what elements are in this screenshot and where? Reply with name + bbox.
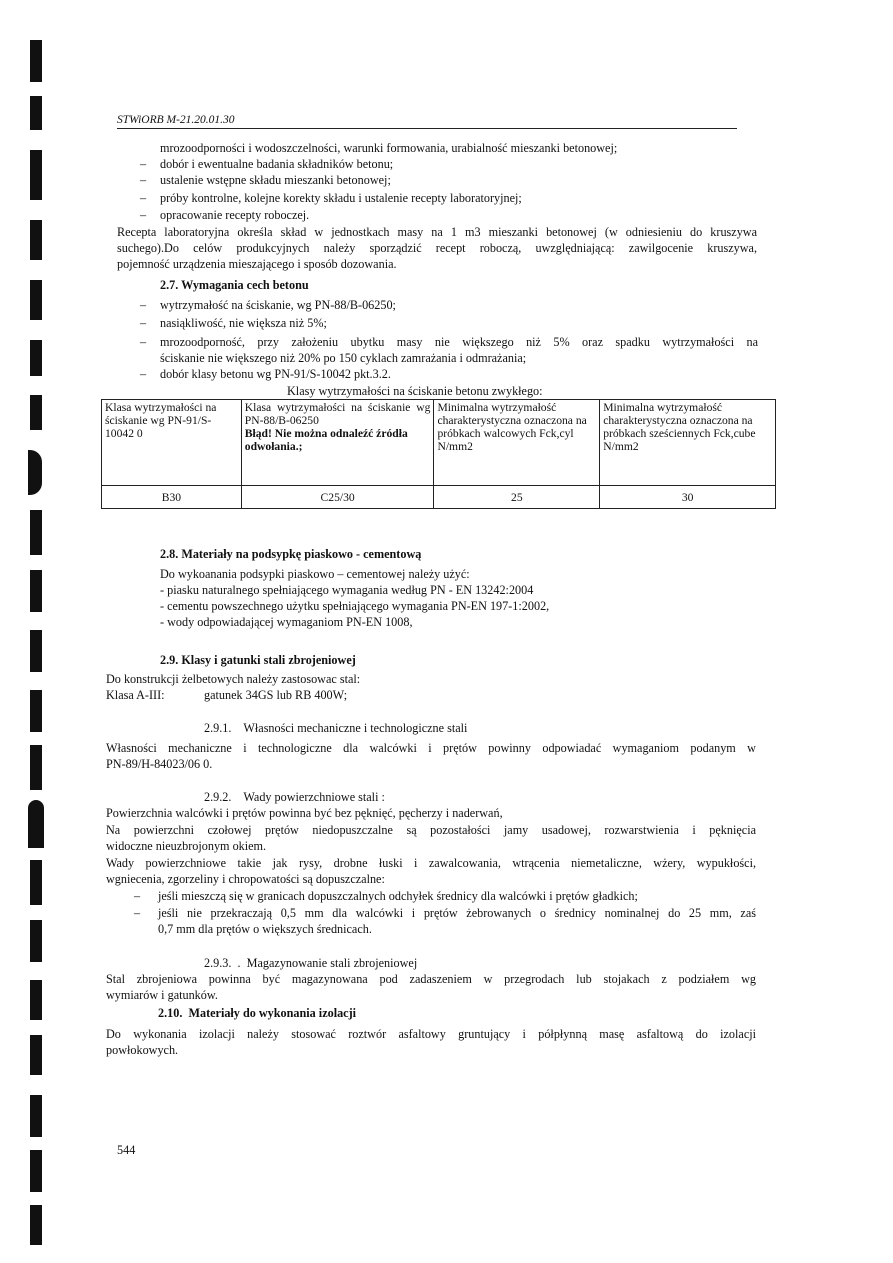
scan-mark — [30, 150, 42, 200]
bullet-dash: – — [140, 335, 147, 349]
scan-mark — [30, 920, 42, 962]
paragraph-line: Wady powierzchniowe takie jak rysy, drobne łuski i zawalcowania, wtrącenia niemetaliczne, wżery, wypukłości, — [106, 856, 756, 870]
bullet-dash: – — [140, 367, 147, 381]
subsection-title: 2.9.1. Własności mechaniczne i technologiczne stali — [204, 721, 468, 735]
scan-mark — [30, 96, 42, 130]
table-header-cell: Klasa wytrzymałości na ściskanie wg PN-91/S-10042 0 — [102, 400, 242, 486]
scan-mark — [30, 340, 42, 376]
steel-class-value: gatunek 34GS lub RB 400W; — [204, 688, 348, 702]
paragraph-line: - piasku naturalnego spełniającego wymagania według PN - EN 13242:2004 — [160, 583, 534, 597]
paragraph-line: Recepta laboratoryjna określa skład w jednostkach masy na 1 m3 mieszanki betonowej (w odniesieniu do kruszywa — [117, 225, 757, 239]
table-header-cell: Minimalna wytrzymałość charakterystyczna oznaczona na próbkach sześciennych Fck,cube N/mm2 — [600, 400, 776, 486]
scan-mark — [30, 1205, 42, 1245]
scan-mark — [30, 630, 42, 672]
paragraph-line: Do konstrukcji żelbetowych należy zastosowac stal: — [106, 672, 361, 686]
paragraph-line: Własności mechaniczne i technologiczne dla walcówki i prętów powinny odpowiadać wymaganiom podanym w — [106, 741, 756, 755]
scan-mark — [28, 800, 44, 848]
scan-mark — [30, 395, 42, 430]
scan-mark — [30, 1150, 42, 1192]
scan-mark — [30, 690, 42, 732]
paragraph-line: wymiarów i gatunków. — [106, 988, 218, 1002]
section-title: 2.9. Klasy i gatunki stali zbrojeniowej — [160, 653, 356, 667]
section-title: 2.7. Wymagania cech betonu — [160, 278, 309, 292]
list-item: ustalenie wstępne składu mieszanki betonowej; — [160, 173, 391, 187]
table-cell: B30 — [102, 486, 242, 509]
bullet-dash: – — [140, 191, 147, 205]
paragraph-line: - cementu powszechnego użytku spełniającego wymagania PN-EN 197-1:2002, — [160, 599, 550, 613]
paragraph-line: widoczne nieuzbrojonym okiem. — [106, 839, 267, 853]
paragraph-line: Powierzchnia walcówki i prętów powinna być bez pęknięć, pęcherzy i naderwań, — [106, 806, 503, 820]
scan-mark — [30, 280, 42, 320]
list-item: mrozoodporność, przy założeniu ubytku masy nie większego niż 5% oraz spadku wytrzymałości na — [160, 335, 758, 349]
scan-mark — [30, 860, 42, 905]
header-error-text: Błąd! Nie można odnaleźć źródła odwołania.; — [244, 427, 408, 453]
table-row — [102, 486, 776, 509]
document-header: STWiORB M-21.20.01.30 — [117, 114, 235, 126]
paragraph-line: wgniecenia, zgorzeliny i chropowatości są dopuszczalne: — [106, 872, 385, 886]
list-item: dobór i ewentualne badania składników betonu; — [160, 157, 394, 171]
paragraph-line: pojemność urządzenia mieszającego i sposób dozowania. — [117, 257, 397, 271]
header-rule — [117, 128, 737, 129]
paragraph-line: Do wykonania izolacji należy stosować roztwór asfaltowy gruntujący i półpłynną masę asfaltową do izolacji — [106, 1027, 756, 1041]
paragraph-line: Do wykoanania podsypki piaskowo – cementowej należy użyć: — [160, 567, 470, 581]
list-item: próby kontrolne, kolejne korekty składu i ustalenie recepty laboratoryjnej; — [160, 191, 522, 205]
scan-mark — [30, 1035, 42, 1075]
bullet-dash: – — [140, 208, 147, 222]
table-cell: 30 — [600, 486, 776, 509]
scan-mark — [30, 980, 42, 1020]
table-header-row — [102, 400, 776, 486]
section-title: 2.10. Materiały do wykonania izolacji — [158, 1006, 357, 1020]
bullet-dash: – — [140, 316, 147, 330]
paragraph-line: PN-89/H-84023/06 0. — [106, 757, 213, 771]
scan-mark — [30, 570, 42, 612]
list-item: jeśli nie przekraczają 0,5 mm dla walcówki i prętów żebrowanych o średnicy nominalnej do 25 mm, zaś — [158, 906, 756, 920]
bullet-dash: – — [140, 173, 147, 187]
paragraph-line: - wody odpowiadającej wymaganiom PN-EN 1008, — [160, 615, 413, 629]
list-item-continuation: 0,7 mm dla prętów o większych średnicach. — [158, 922, 372, 936]
intro-line: mrozoodporności i wodoszczelności, warunki formowania, urabialność mieszanki betonowej; — [160, 141, 618, 155]
list-item: nasiąkliwość, nie większa niż 5%; — [160, 316, 327, 330]
scan-mark — [30, 220, 42, 260]
list-item: opracowanie recepty roboczej. — [160, 208, 310, 222]
scan-mark — [30, 510, 42, 555]
table-caption: Klasy wytrzymałości na ściskanie betonu zwykłego: — [287, 384, 543, 398]
paragraph-line: Stal zbrojeniowa powinna być magazynowana pod zadaszeniem w przegrodach lub stojakach z podziałem wg — [106, 972, 756, 986]
bullet-dash: – — [140, 157, 147, 171]
bullet-dash: – — [134, 906, 141, 920]
subsection-title: 2.9.2. Wady powierzchniowe stali : — [204, 790, 385, 804]
paragraph-line: suchego).Do celów produkcyjnych należy sporządzić recept roboczą, uwzględniającą: zawilgocenie kruszywa, — [117, 241, 757, 255]
paragraph-line: Na powierzchni czołowej prętów niedopuszczalne są pozostałości jamy usadowej, rozwarstwienia i pęknięcia — [106, 823, 756, 837]
concrete-class-table — [101, 399, 776, 509]
section-title: 2.8. Materiały na podsypkę piaskowo - cementową — [160, 547, 422, 561]
table-header-cell: Minimalna wytrzymałość charakterystyczna oznaczona na próbkach walcowych Fck,cyl N/mm2 — [434, 400, 600, 486]
list-item-continuation: ściskanie nie większego niż 20% po 150 cyklach zamrażania i odmrażania; — [160, 351, 527, 365]
list-item: dobór klasy betonu wg PN-91/S-10042 pkt.3.2. — [160, 367, 391, 381]
page-number: 544 — [117, 1143, 136, 1157]
header-text: Klasa wytrzymałości na ściskanie wg PN-88/B-06250 — [244, 401, 431, 427]
scan-mark — [30, 40, 42, 82]
list-item: jeśli mieszczą się w granicach dopuszczalnych odchyłek średnicy dla walcówki i prętów gładkich; — [158, 889, 638, 903]
scan-mark — [30, 1095, 42, 1137]
bullet-dash: – — [134, 889, 141, 903]
subsection-title: 2.9.3. . Magazynowanie stali zbrojeniowej — [204, 956, 418, 970]
list-item: wytrzymałość na ściskanie, wg PN-88/B-06250; — [160, 298, 396, 312]
table-cell: C25/30 — [241, 486, 434, 509]
table-cell: 25 — [434, 486, 600, 509]
table-header-cell — [241, 400, 434, 486]
paragraph-line: powłokowych. — [106, 1043, 179, 1057]
scan-mark — [30, 745, 42, 790]
scan-mark — [28, 450, 42, 495]
bullet-dash: – — [140, 298, 147, 312]
steel-class-label: Klasa A-III: — [106, 688, 165, 702]
